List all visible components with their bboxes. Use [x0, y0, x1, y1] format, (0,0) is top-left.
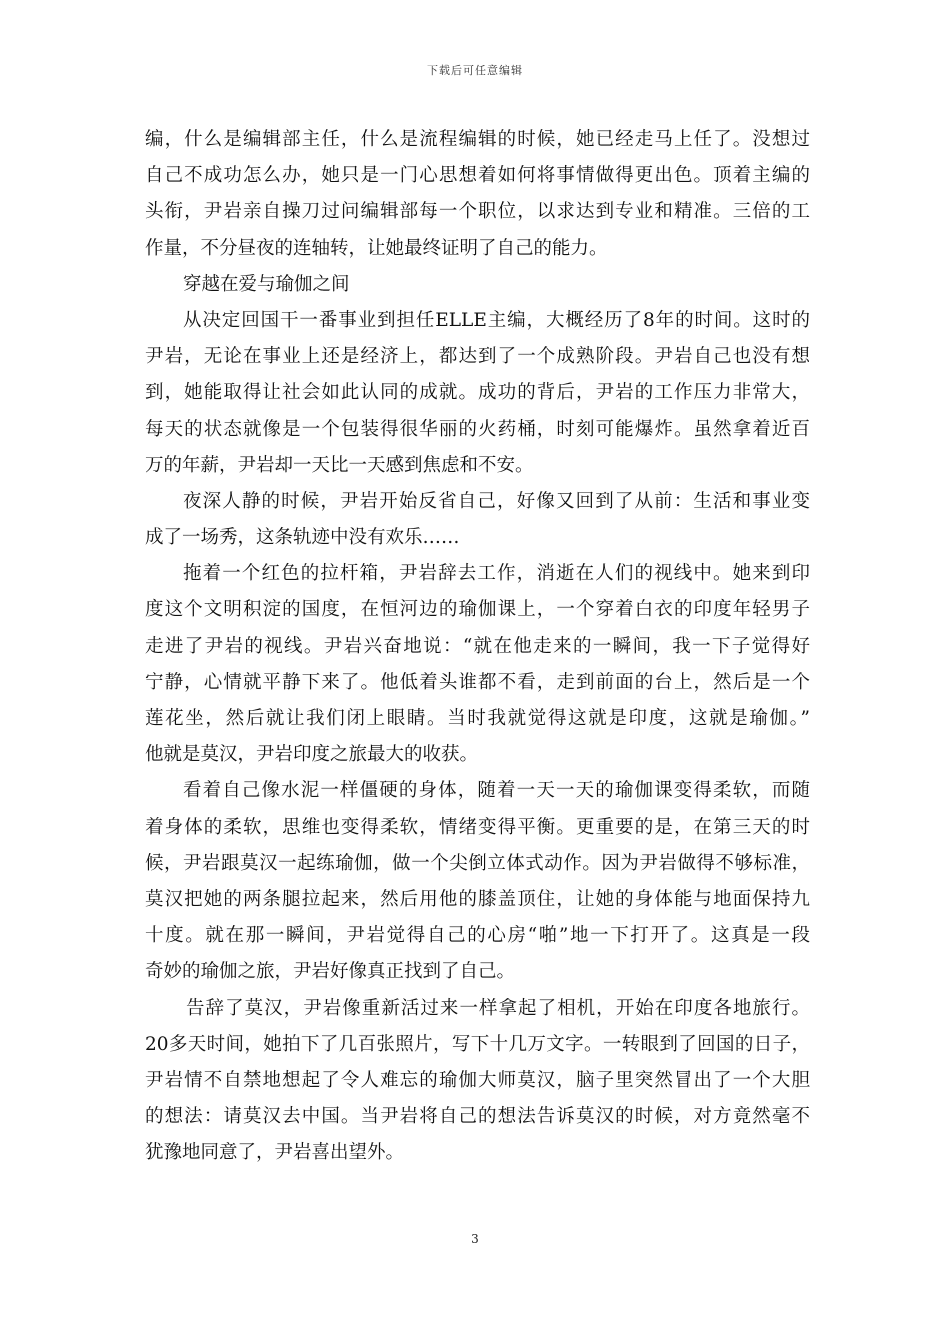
text-line: 的想法：请莫汉去中国。当尹岩将自己的想法告诉莫汉的时候，对方竟然毫不 [145, 1106, 810, 1128]
text-line: 宁静，心情就平静下来了。他低着头谁都不看，走到前面的台上，然后是一个 [145, 671, 810, 693]
text-line: 看着自己像水泥一样僵硬的身体，随着一天一天的瑜伽课变得柔软，而随 [183, 780, 810, 802]
text-line: 犹豫地同意了，尹岩喜出望外。 [145, 1142, 405, 1164]
text-line: 拖着一个红色的拉杆箱，尹岩辞去工作，消逝在人们的视线中。她来到印 [183, 563, 810, 585]
text-line: 作量，不分昼夜的连轴转，让她最终证明了自己的能力。 [145, 237, 608, 259]
text-line: 从决定回国干一番事业到担任ELLE主编，大概经历了8年的时间。这时的 [183, 309, 810, 331]
text-line: 每天的状态就像是一个包装得很华丽的火药桶，时刻可能爆炸。虽然拿着近百 [145, 418, 810, 440]
text-line: 尹岩，无论在事业上还是经济上，都达到了一个成熟阶段。尹岩自己也没有想 [145, 346, 810, 368]
section-heading: 穿越在爱与瑜伽之间 [183, 273, 350, 295]
text-line: 走进了尹岩的视线。尹岩兴奋地说：“就在他走来的一瞬间，我一下子觉得好 [145, 635, 810, 657]
text-line: 万的年薪，尹岩却一天比一天感到焦虑和不安。 [145, 454, 534, 476]
text-line: 奇妙的瑜伽之旅，尹岩好像真正找到了自己。 [145, 961, 516, 983]
text-line: 到，她能取得让社会如此认同的成就。成功的背后，尹岩的工作压力非常大， [145, 382, 810, 404]
text-line: 莲花坐，然后就让我们闭上眼睛。当时我就觉得这就是印度，这就是瑜伽。” [145, 708, 810, 729]
text-line: 十度。就在那一瞬间，尹岩觉得自己的心房“啪”地一下打开了。这真是一段 [145, 925, 810, 947]
text-line: 夜深人静的时候，尹岩开始反省自己，好像又回到了从前：生活和事业变 [183, 490, 810, 512]
text-line: 自己不成功怎么办，她只是一门心思想着如何将事情做得更出色。顶着主编的 [145, 165, 810, 187]
text-line: 头衔，尹岩亲自操刀过问编辑部每一个职位，以求达到专业和精准。三倍的工 [145, 201, 810, 223]
text-line: 他就是莫汉，尹岩印度之旅最大的收获。 [145, 744, 479, 766]
text-line: 尹岩情不自禁地想起了令人难忘的瑜伽大师莫汉，脑子里突然冒出了一个大胆 [145, 1069, 810, 1091]
text-line: 莫汉把她的两条腿拉起来，然后用他的膝盖顶住，让她的身体能与地面保持九 [145, 888, 810, 910]
text-line: 20多天时间，她拍下了几百张照片，写下十几万文字。一转眼到了回国的日子， [145, 1033, 810, 1055]
body-text [145, 122, 810, 1171]
text-line: 编，什么是编辑部主任，什么是流程编辑的时候，她已经走马上任了。没想过 [145, 129, 810, 150]
page-number: 3 [471, 1232, 479, 1246]
page-header: 下载后可任意编辑 [427, 64, 523, 77]
text-line: 成了一场秀，这条轨迹中没有欢乐…… [145, 527, 460, 549]
text-line: 候，尹岩跟莫汉一起练瑜伽，做一个尖倒立体式动作。因为尹岩做得不够标准， [145, 852, 810, 874]
text-line: 着身体的柔软，思维也变得柔软，情绪变得平衡。更重要的是，在第三天的时 [145, 816, 810, 838]
text-line: 度这个文明积淀的国度，在恒河边的瑜伽课上，一个穿着白衣的印度年轻男子 [145, 599, 810, 621]
text-line: 告辞了莫汉，尹岩像重新活过来一样拿起了相机，开始在印度各地旅行。 [186, 997, 810, 1019]
